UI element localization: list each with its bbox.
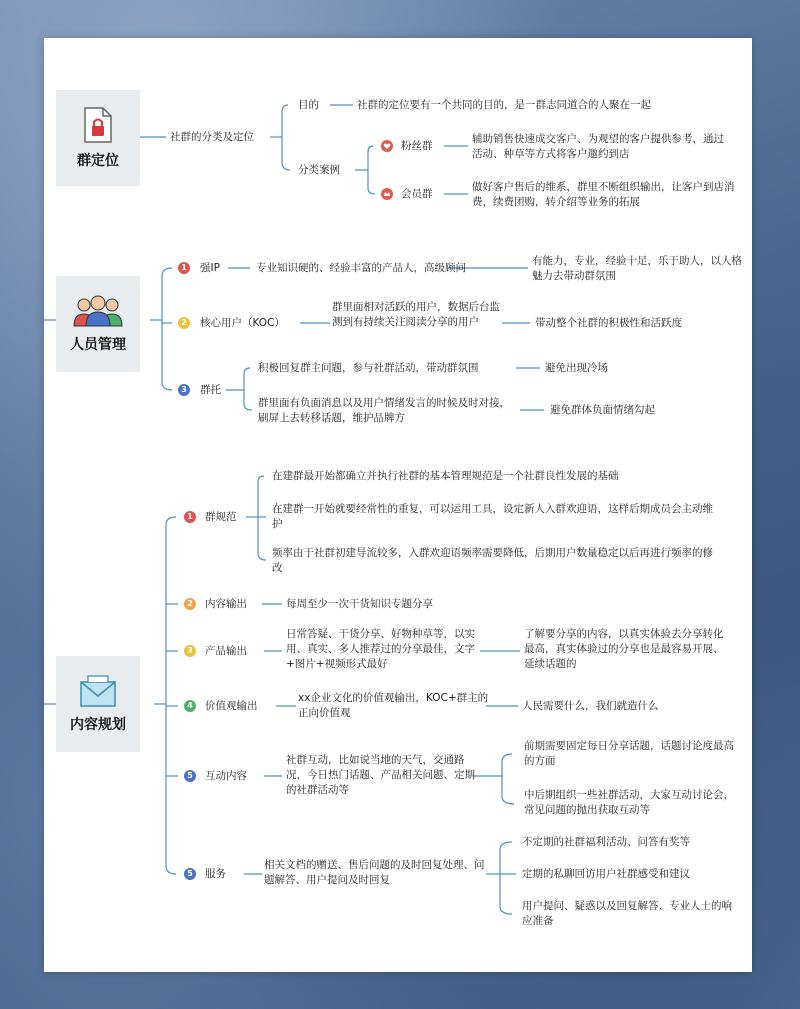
node-content-1: 每周至少一次干货知识专题分享 <box>286 598 433 610</box>
node-value-output: 价值观输出 <box>205 700 258 712</box>
badge-1: 1 <box>184 511 196 523</box>
node-ip-extra: 有能力，专业，经验十足，乐于助人，以人格魅力去带动群氛围 <box>532 255 742 282</box>
member-icon <box>381 188 393 200</box>
node-group-helper: 群托 <box>200 384 221 396</box>
node-strong-ip: 强IP <box>200 262 220 274</box>
node-helper-1: 积极回复群主问题，参与社群活动，带动群氛围 <box>258 362 479 374</box>
node-helper-1-extra: 避免出现冷场 <box>545 362 608 374</box>
badge-1: 1 <box>178 262 190 274</box>
node-rules-1: 在建群最开始都确立并执行社群的基本管理规范是一个社群良性发展的基础 <box>272 470 619 482</box>
node-category-positioning: 社群的分类及定位 <box>170 131 254 143</box>
badge-3: 3 <box>178 384 190 396</box>
node-service-2: 定期的私聊回访用户社群感受和建议 <box>522 868 690 880</box>
node-value-desc: xx企业文化的价值观输出，KOC+群主的正向价值观 <box>298 692 489 719</box>
node-rules-3: 频率由于社群初建导流较多，入群欢迎语频率需要降低，后期用户数量稳定以后再进行频率的修改 <box>272 547 713 574</box>
section-group-positioning <box>56 90 140 186</box>
node-members-text: 做好客户售后的维系，群里不断组织输出，让客户到店消费，续费团购，转介绍等业务的拓展 <box>472 181 735 208</box>
node-interaction-2: 中后期组织一些社群活动，大家互动讨论会，常见问题的抛出获取互动等 <box>524 789 734 816</box>
node-fans-text: 辅助销售快速成交客户、为观望的客户提供参考，通过活动、种草等方式将客户邀约到店 <box>472 133 724 160</box>
node-koc-desc: 群里面相对活跃的用户，数据后台监测到有持续关注阅读分享的用户 <box>332 301 500 328</box>
node-rules-2: 在建群一开始就要经常性的重复，可以运用工具，设定新人入群欢迎语，这样后期成员会主动维护 <box>272 503 713 530</box>
node-interaction: 互动内容 <box>205 770 247 782</box>
node-purpose: 目的 <box>298 99 319 111</box>
node-interaction-desc: 社群互动，比如说当地的天气，交通路况，今日热门话题、产品相关问题、定期的社群活动等 <box>286 754 475 796</box>
node-group-rules: 群规范 <box>205 511 237 523</box>
section-title: 人员管理 <box>70 337 126 353</box>
badge-2: 2 <box>184 598 196 610</box>
badge-4: 4 <box>184 700 196 712</box>
node-fans-group: 粉丝群 <box>401 140 433 152</box>
node-value-extra: 人民需要什么，我们就造什么 <box>522 700 659 712</box>
node-service-desc: 相关文档的赠送、售后问题的及时回复处理、问题解答、用户提问及时回复 <box>264 859 485 886</box>
node-helper-2: 群里面有负面消息以及用户情绪发言的时候及时对接，刷屏上去转移话题，维护品牌方 <box>258 397 510 424</box>
node-cases: 分类案例 <box>298 164 340 176</box>
heart-icon <box>381 140 393 152</box>
node-interaction-1: 前期需要固定每日分享话题，话题讨论度最高的方面 <box>524 740 734 767</box>
envelope-icon <box>78 674 118 708</box>
section-content-planning <box>56 656 140 752</box>
node-product-output: 产品输出 <box>205 645 247 657</box>
node-member-group: 会员群 <box>401 188 433 200</box>
section-title: 内容规划 <box>70 717 126 733</box>
node-content-output: 内容输出 <box>205 598 247 610</box>
node-koc: 核心用户（KOC） <box>200 317 285 329</box>
node-koc-extra: 带动整个社群的积极性和活跃度 <box>535 317 682 329</box>
node-product-extra: 了解要分享的内容，以真实体验去分享转化最高，真实体验过的分享也是最容易开展、延续话题的 <box>524 628 724 670</box>
node-helper-2-extra: 避免群体负面情绪勾起 <box>550 404 655 416</box>
lock-document-icon <box>81 106 115 144</box>
badge-3: 3 <box>184 645 196 657</box>
section-people-management <box>56 276 140 372</box>
node-service-1: 不定期的社群福利活动、问答有奖等 <box>522 836 690 848</box>
node-ip-desc: 专业知识硬的、经验丰富的产品人，高级顾问 <box>256 262 466 274</box>
badge-2: 2 <box>178 317 190 329</box>
people-group-icon <box>72 294 124 328</box>
node-product-desc: 日常答疑、干货分享、好物种草等，以实用、真实、多人推荐过的分享最佳，文字+图片+视频形式最好 <box>286 628 475 670</box>
node-service-3: 用户提问、疑惑以及回复解答、专业人士的响应准备 <box>522 900 732 927</box>
badge-5: 5 <box>184 770 196 782</box>
badge-5: 5 <box>184 868 196 880</box>
section-title: 群定位 <box>77 153 119 169</box>
node-purpose-text: 社群的定位要有一个共同的目的，是一群志同道合的人聚在一起 <box>357 99 651 111</box>
node-service: 服务 <box>205 868 226 880</box>
